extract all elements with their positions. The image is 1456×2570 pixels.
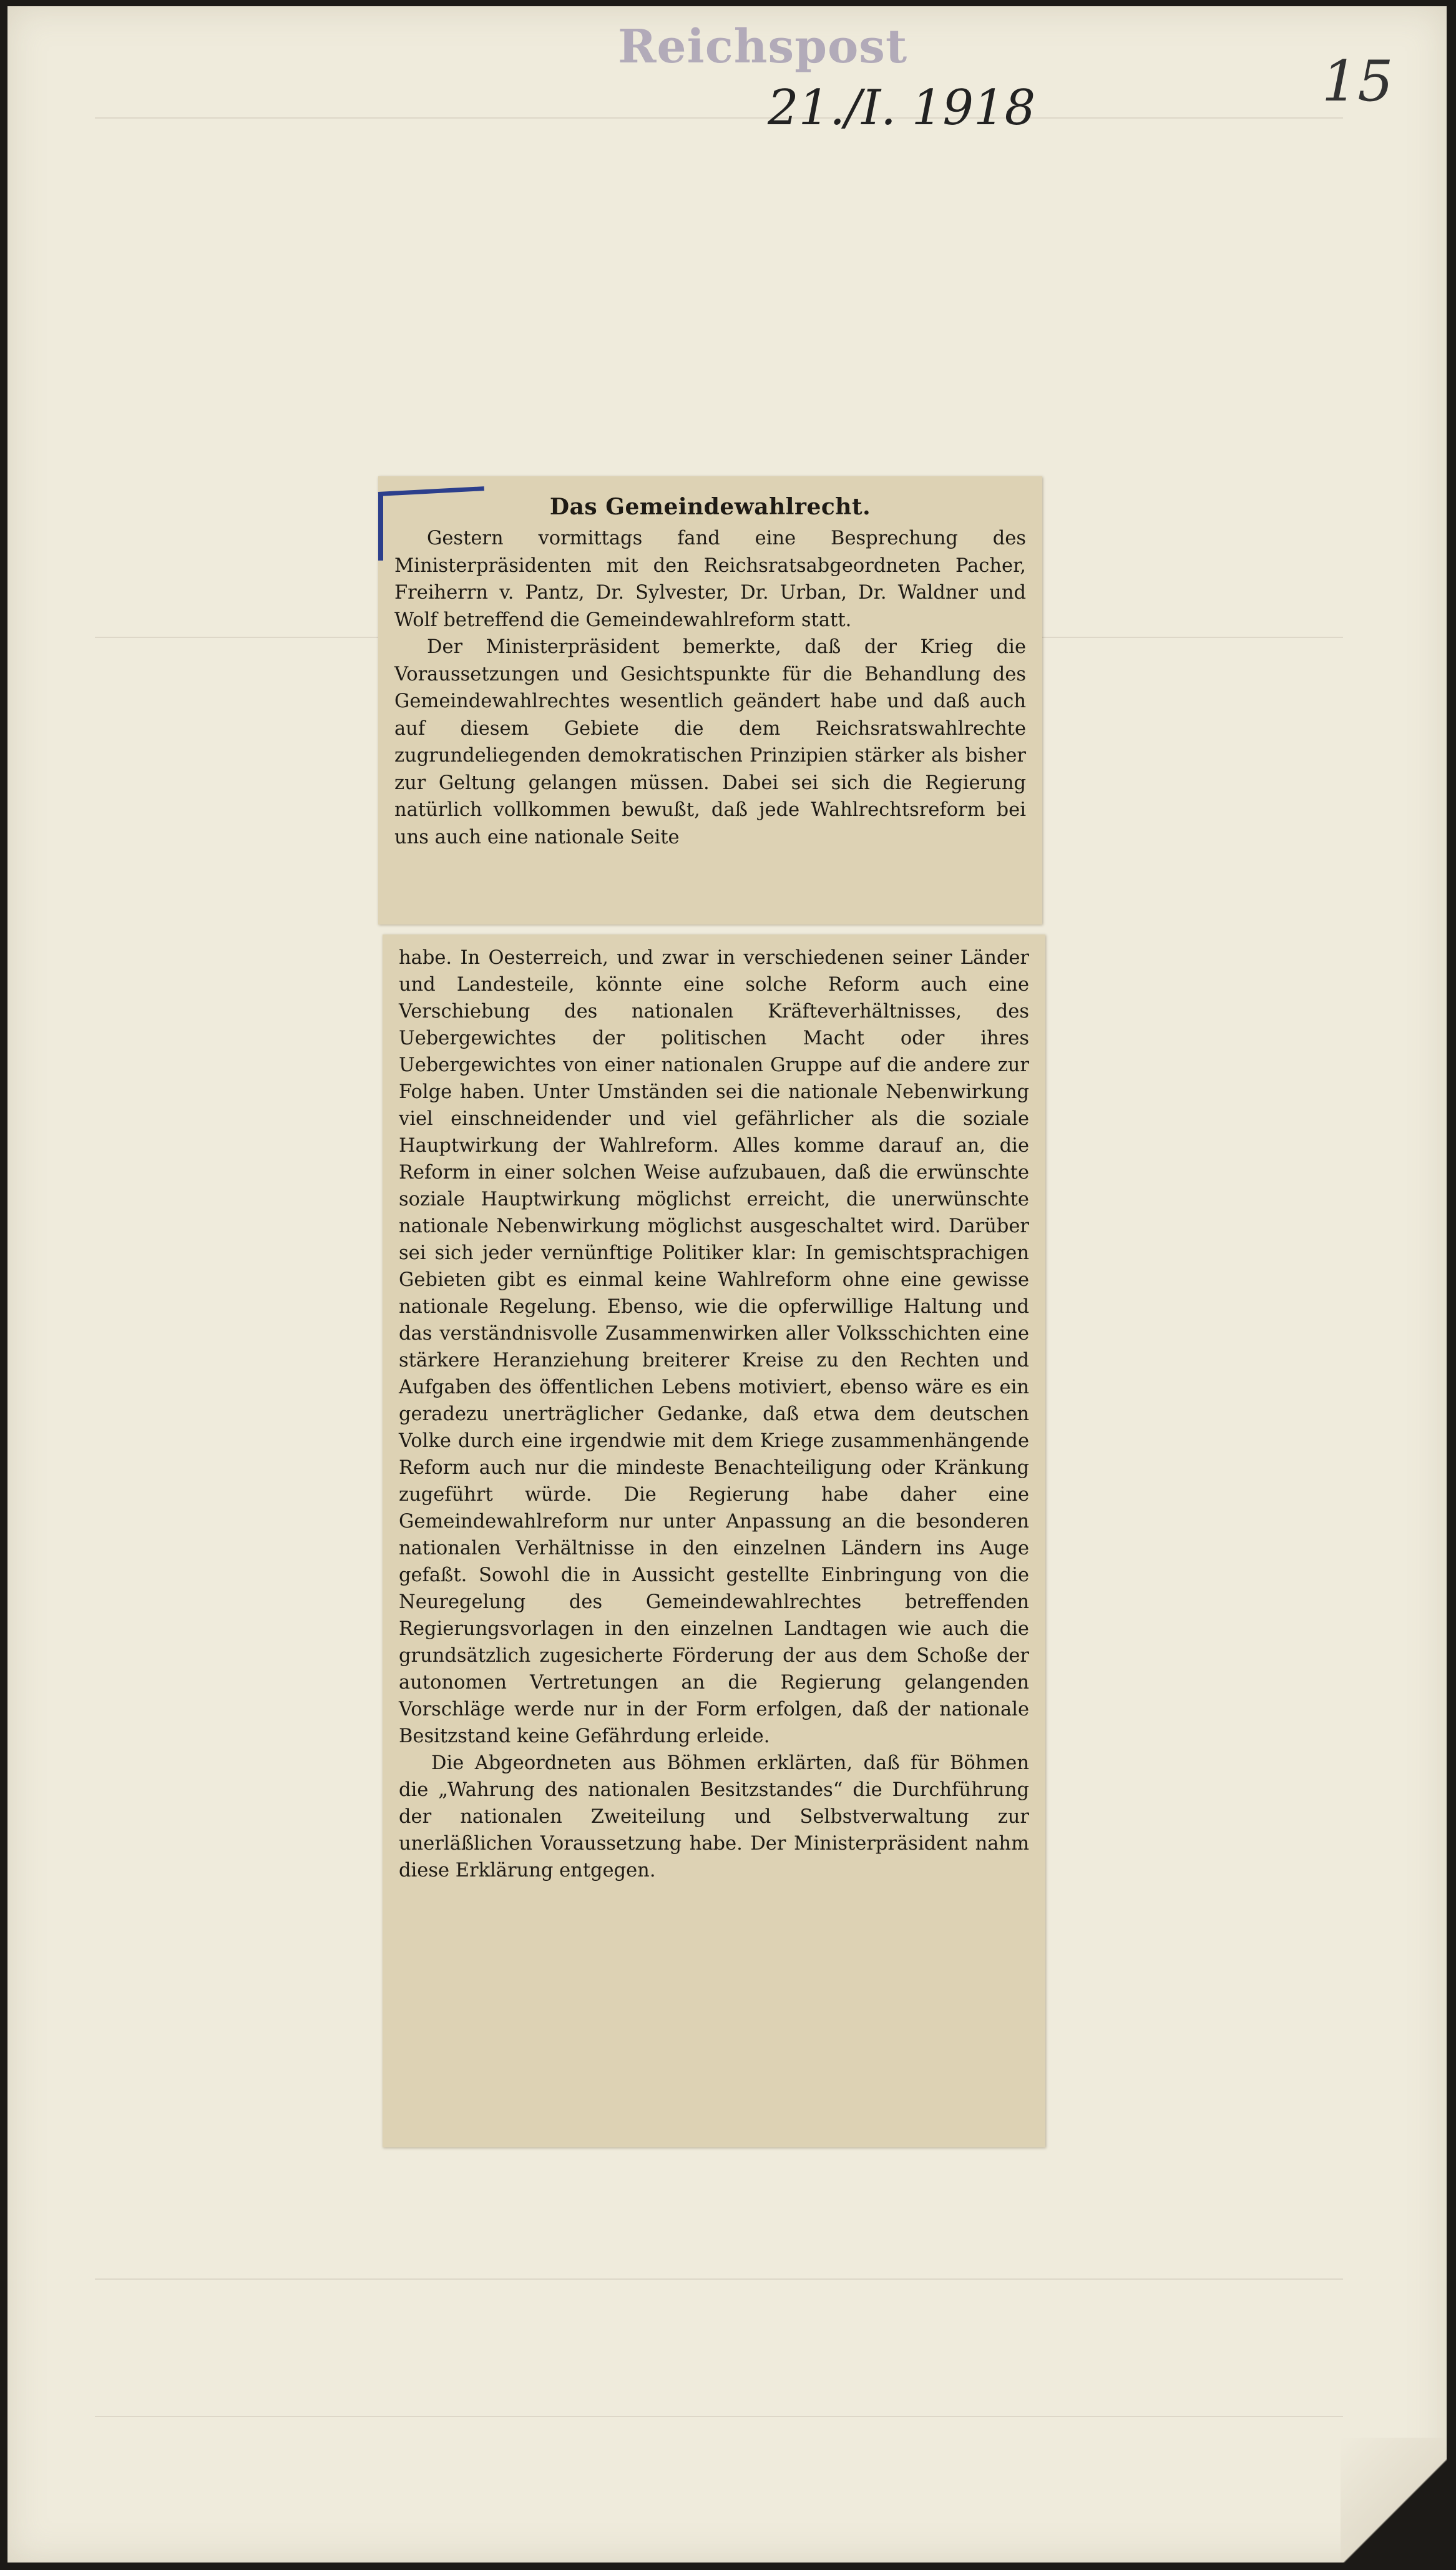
blue-pencil-mark — [378, 492, 383, 561]
paragraph-bohemia-deputies: Die Abgeordneten aus Böhmen erklärten, daß für Böhmen die „Wahrung des nationalen Besitzstandes“ die Durchführung der nationalen Zweiteilung und Selbstverwaltung zur unerläßlichen Voraussetzung habe. Der Ministerpräsident nahm diese Erklärung entgegen. — [399, 1752, 1029, 1881]
paragraph-intro: Gestern vormittags fand eine Besprechung des Ministerpräsidenten mit den Reichsratsabgeordneten Pacher, Freiherrn v. Pantz, Dr. Sylvester, Dr. Urban, Dr. Waldner und Wolf betreffend die Gemeindewahlreform statt. — [394, 527, 1026, 631]
handwritten-date: 21./I. 1918 — [768, 80, 1036, 136]
clipping-column-1 — [378, 476, 1042, 925]
article-title: Das Gemeindewahlrecht. — [549, 494, 871, 520]
clipping-column-2 — [383, 934, 1045, 2147]
newspaper-stamp: Reichspost — [618, 20, 908, 74]
paragraph-continuation: habe. In Oesterreich, und zwar in verschiedenen seiner Länder und Landesteile, könnte eine solche Reform auch eine Verschiebung des nationalen Kräfteverhältnisses, des Uebergewichtes der politischen Macht oder ihres Uebergewichtes von einer nationalen Gruppe auf die andere zur Folge haben. Unter Umständen sei die nationale Nebenwirkung viel einschneidender und viel gefährlicher als die soziale Hauptwirkung der Wahlreform. Alles komme darauf an, die Reform in einer solchen Weise aufzubauen, daß die erwünschte soziale Hauptwirkung möglichst erreicht, die unerwünschte nationale Nebenwirkung möglichst ausgeschaltet wird. Darüber sei sich jeder vernünftige Politiker klar: In gemischtsprachigen Gebieten gibt es einmal keine Wahlreform ohne eine gewisse nationale Regelung. Ebenso, wie die opferwillige Haltung und das verständnisvolle Zusammenwirken aller Volksschichten eine stärkere Heranziehung breiterer Kreise zu den Rechten und Aufgaben des öffentlichen Lebens motiviert, ebenso wäre es ein geradezu unerträglicher Gedanke, daß etwa dem deutschen Volke durch eine irgendwie mit dem Kriege zusammenhängende Reform auch nur die mindeste Benachteiligung oder Kränkung zugeführt würde. Die Regierung habe daher eine Gemeindewahlreform nur unter Anpassung an die besonderen nationalen Verhältnisse in den einzelnen Ländern ins Auge gefaßt. Sowohl die in Aussicht gestellte Einbringung von die Neuregelung des Gemeindewahlrechtes betreffenden Regierungsvorlagen in den einzelnen Landtagen wie auch die grundsätzlich zugesicherte Förderung der aus dem Schoße der autonomen Vertretungen an die Regierung gelangenden Vorschläge werde nur in der Form erfolgen, daß der nationale Besitzstand keine Gefährdung erleide. — [399, 947, 1029, 1747]
faint-rule — [95, 2278, 1343, 2280]
folded-corner — [1341, 2438, 1447, 2563]
page-number: 15 — [1322, 49, 1394, 114]
faint-rule — [95, 2416, 1343, 2417]
paragraph-minister-remarks: Der Ministerpräsident bemerkte, daß der Krieg die Voraussetzungen und Gesichtspunkte für die Behandlung des Gemeindewahlrechtes wesentlich geändert habe und daß auch auf diesem Gebiete die dem Reichsratswahlrechte zugrundeliegenden demokratischen Prinzipien stärker als bisher zur Geltung gelangen müssen. Dabei sei sich die Regierung natürlich vollkommen bewußt, daß jede Wahlrechtsreform bei uns auch eine nationale Seite — [394, 636, 1026, 848]
faint-rule — [95, 117, 1343, 119]
